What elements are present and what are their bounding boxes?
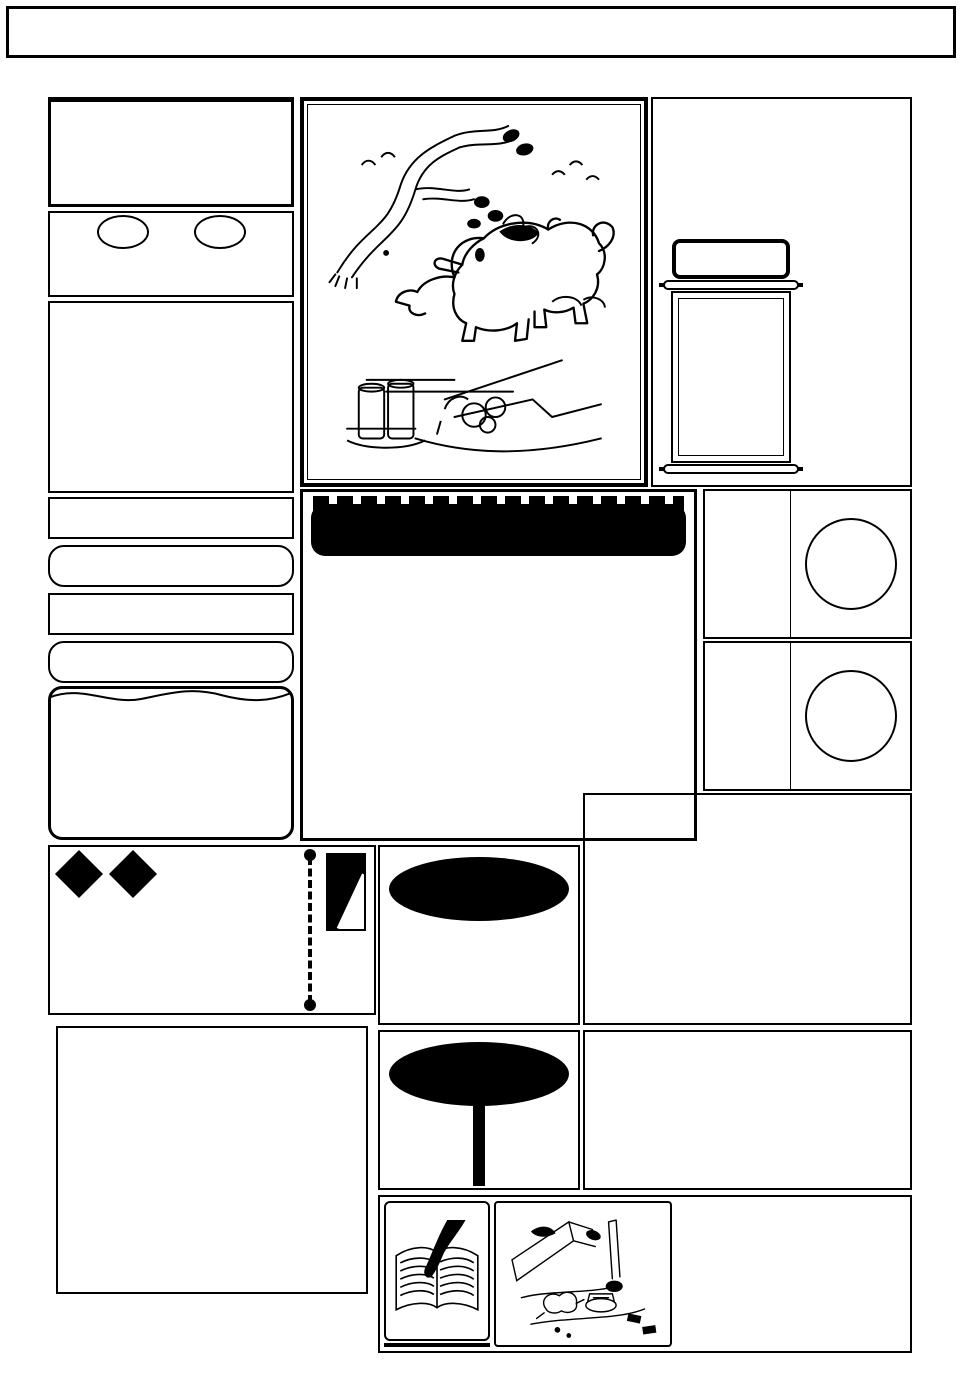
scroll-body — [671, 291, 791, 463]
analysis-banner — [311, 504, 686, 556]
total-open-badge — [389, 857, 569, 921]
appearance-box — [703, 489, 912, 639]
diamond-char — [55, 850, 103, 898]
appearance-labels — [705, 643, 711, 651]
puzzle-grid — [56, 1026, 368, 1294]
treasure-map-drawing — [494, 1201, 672, 1347]
treasure-hint-panel — [378, 1195, 912, 1353]
mystery-greeting-panel — [48, 845, 376, 1015]
wave-divider — [51, 689, 291, 705]
scroll-plaque — [672, 239, 790, 279]
appearance-number — [805, 518, 897, 610]
lucky-special-row — [48, 497, 294, 539]
cold-hot-panel — [48, 211, 294, 297]
scroll-roller-bottom — [663, 464, 799, 474]
picture-interpreter-caption — [384, 1343, 490, 1347]
lucky-zodiac-row — [48, 545, 294, 587]
parity-commentary-panel — [583, 1030, 912, 1190]
appearance-number — [805, 670, 897, 762]
diamond-char — [108, 850, 156, 898]
hot-weak-table — [48, 97, 294, 207]
tip-badge — [326, 853, 366, 931]
special-code-vertical-text — [50, 303, 292, 435]
mark-six-strip-right — [917, 96, 962, 1356]
lucky-band-row — [48, 641, 294, 683]
appearance-labels — [705, 491, 711, 499]
mystery-title — [58, 855, 304, 897]
treasure-hint-text — [676, 1201, 906, 1347]
cold-hot-number — [194, 215, 246, 249]
parity-divider-bar — [473, 1078, 485, 1186]
cold-hot-number — [97, 215, 149, 249]
special-code-panel — [48, 301, 294, 493]
special-open-cell — [378, 1030, 580, 1190]
total-commentary-panel — [583, 793, 912, 1025]
book-hand-drawing — [384, 1201, 490, 1341]
analysis-numbers — [303, 556, 694, 566]
elephant-drawing — [308, 105, 640, 479]
contribution-panel — [48, 686, 294, 840]
computer-analysis-panel — [300, 489, 697, 841]
code-seeking-scroll — [661, 239, 801, 483]
appearance-box — [703, 641, 912, 791]
zodiac-puzzle-panel — [48, 1020, 376, 1350]
hot-weak-table-title — [51, 100, 291, 102]
mark-six-strip-left — [0, 96, 45, 1356]
lucky-color-row — [48, 593, 294, 635]
main-illustration — [300, 97, 648, 487]
total-open-cell — [378, 845, 580, 1025]
mark-six-strip-top — [0, 62, 962, 96]
dashed-divider — [308, 857, 312, 1003]
analysis-paragraph — [303, 566, 694, 578]
mystic-masthead-panel — [651, 97, 912, 487]
masthead-bar — [6, 6, 956, 58]
scroll-roller-top — [663, 280, 799, 290]
